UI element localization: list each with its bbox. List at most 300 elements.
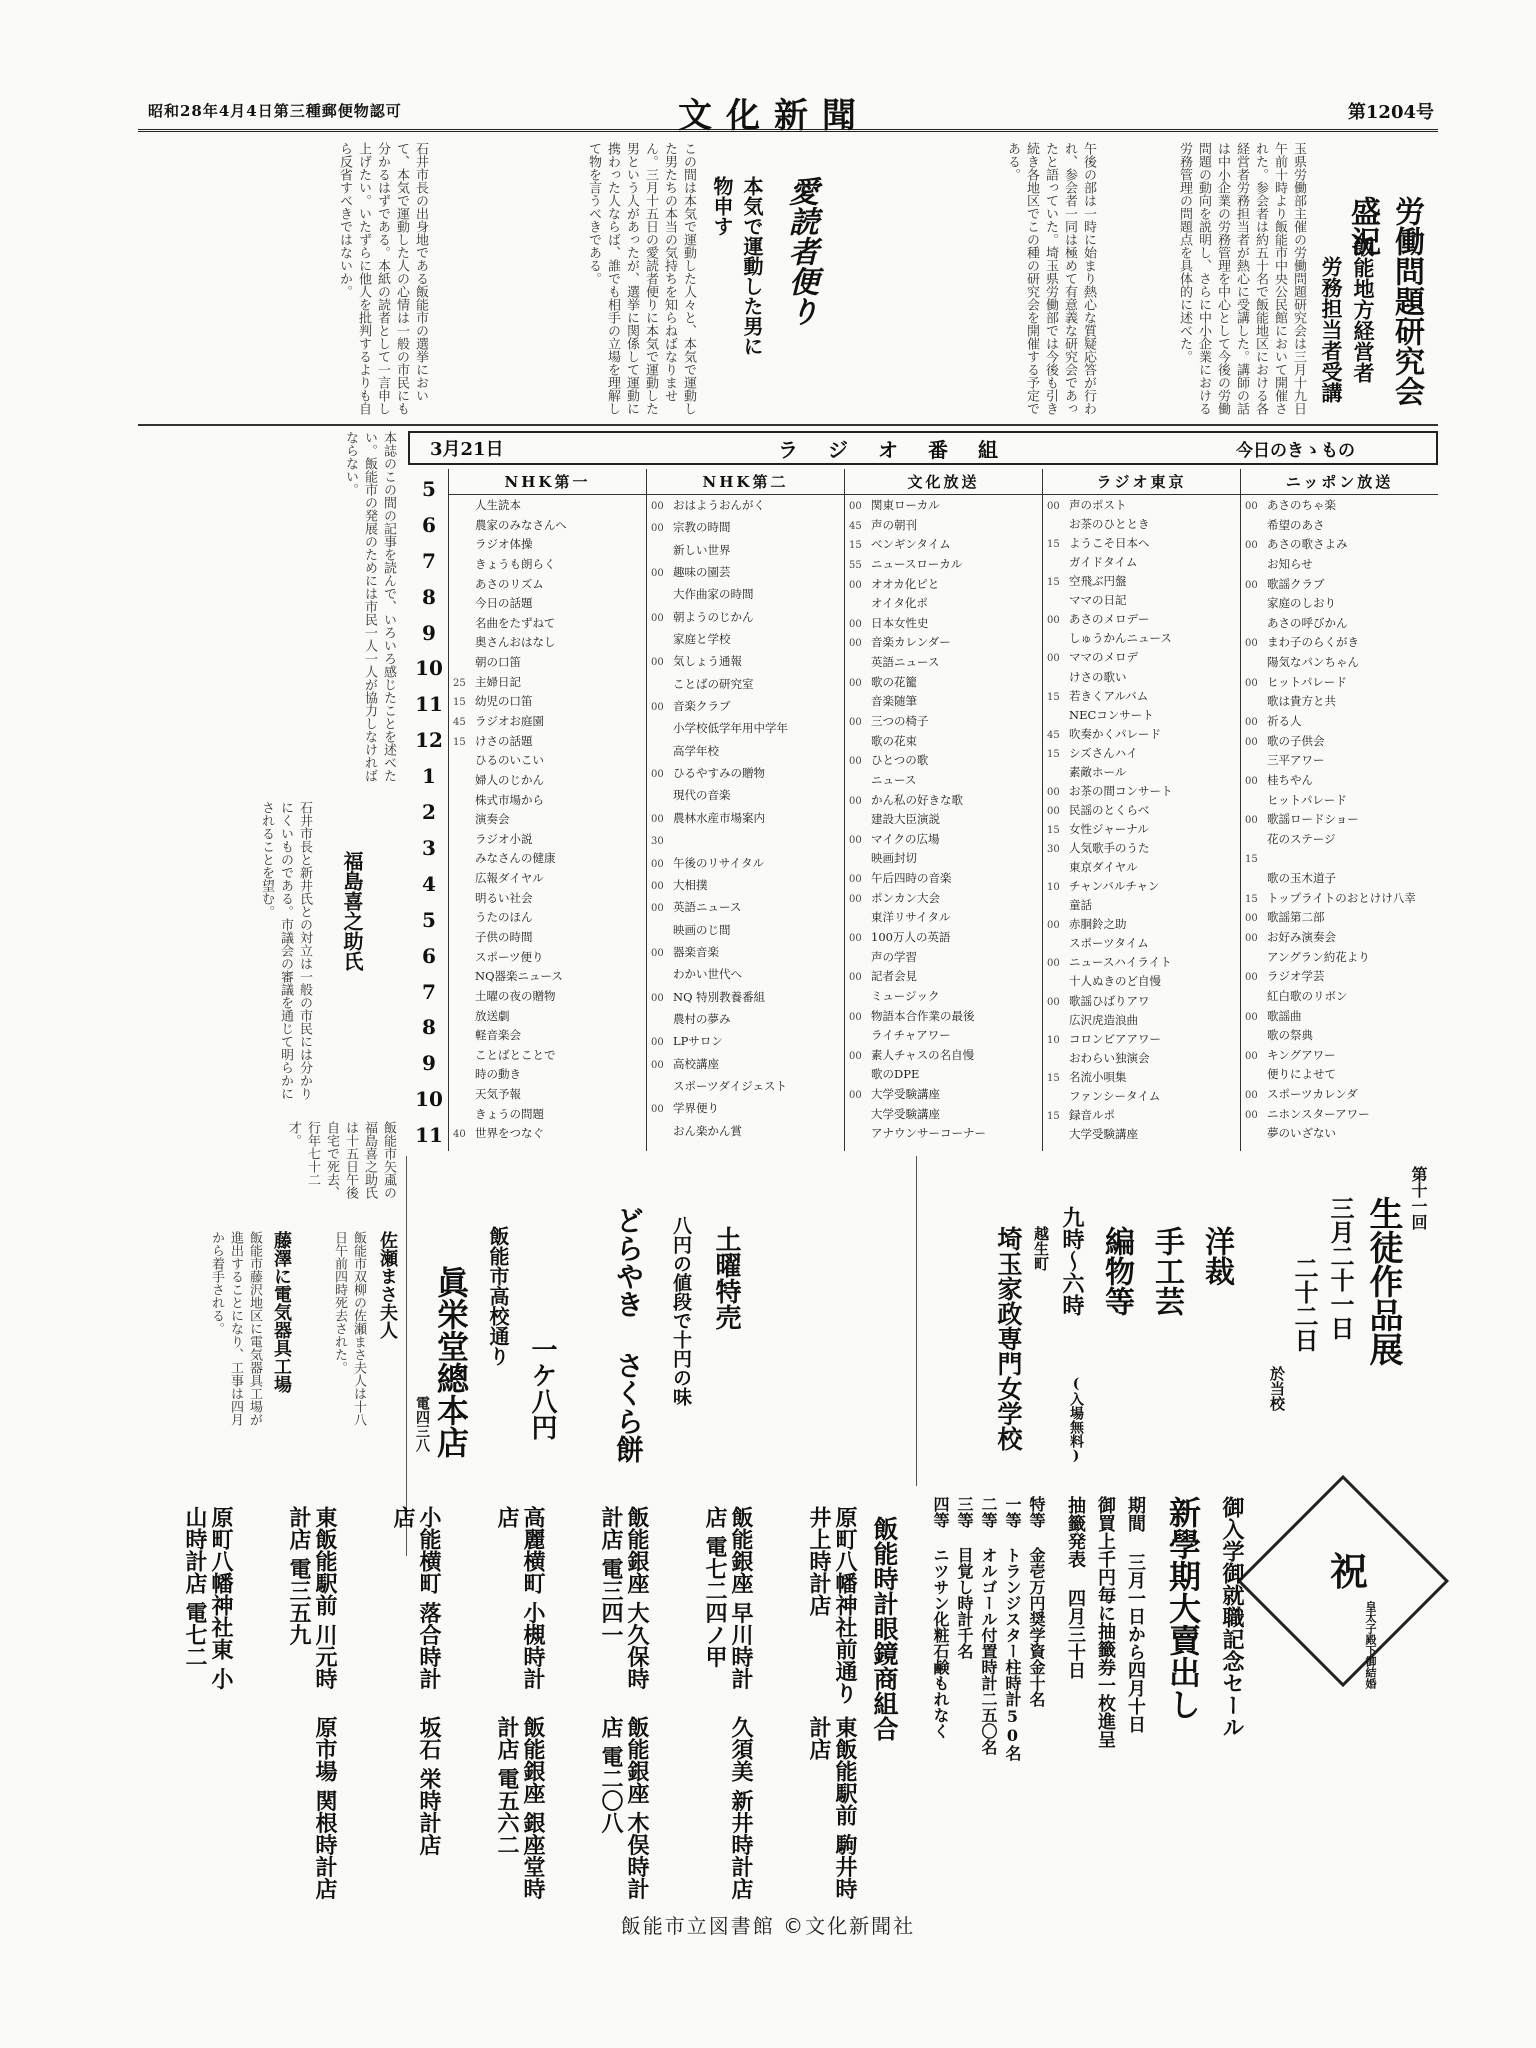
radio-program-title: 大学受験講座	[871, 1088, 940, 1102]
radio-program	[651, 834, 842, 848]
radio-program-title: 演奏会	[475, 813, 510, 827]
radio-program	[849, 1127, 1040, 1140]
radio-program-title: 名曲をたずねて	[475, 616, 556, 630]
radio-program-title: NQ器楽ニュース	[475, 970, 563, 984]
radio-program	[453, 538, 644, 551]
radio-program	[453, 794, 644, 807]
radio-program-title: ひるやすみの贈物	[673, 767, 765, 781]
radio-program-title: 軽音楽会	[475, 1029, 521, 1043]
radio-program-title: 素敵ホール	[1069, 765, 1127, 779]
radio-program	[849, 715, 1040, 729]
radio-program	[1245, 578, 1436, 592]
radio-program	[651, 1080, 842, 1093]
radio-program-minute: 00	[849, 717, 862, 728]
radio-program-title: マイクの広場	[871, 832, 940, 846]
radio-program	[849, 558, 1040, 572]
radio-hour-column	[408, 469, 448, 1151]
radio-program-title: お好み演奏会	[1267, 931, 1336, 944]
ad-divider	[406, 1156, 407, 1556]
radio-program-minute: 00	[1245, 1050, 1258, 1062]
column-body-2: 石井市長の出身地である飯能市の選挙において、本気で運動した人の心情は一般の市民にも分かるはずである。本紙の読者として一言申し上げたい。いたずらに他人を批判するよりも自ら反省すべきではないか。	[337, 142, 428, 415]
radio-program	[849, 951, 1040, 964]
radio-program-title: 声の学習	[871, 950, 917, 964]
radio-program	[1047, 937, 1238, 950]
radio-program-title: スポーツダイジェスト	[673, 1079, 787, 1093]
radio-program-title: 時の動き	[475, 1068, 521, 1082]
radio-program-minute: 00	[1047, 653, 1060, 665]
watch-shop: 東飯能駅前 川元時計店 電三五九	[286, 1506, 338, 1690]
radio-hour-6: 11	[415, 692, 443, 717]
radio-program-title: ラジオお庭園	[475, 715, 544, 728]
radio-program-title: 録音ルポ	[1069, 1108, 1115, 1122]
exhibit-round: 第十一回	[1409, 1166, 1428, 1230]
radio-program-minute: 00	[1245, 579, 1258, 591]
radio-program-title: 三平アワー	[1267, 754, 1325, 768]
radio-program	[651, 588, 842, 601]
radio-station-0	[448, 469, 646, 1151]
radio-program	[849, 833, 1040, 847]
radio-program-title: 三つの椅子	[871, 715, 929, 728]
radio-program	[453, 1029, 644, 1042]
radio-program-title: 歌の玉木道子	[1267, 872, 1336, 886]
radio-program-minute: 15	[1047, 577, 1060, 589]
radio-program	[1047, 1071, 1238, 1085]
radio-program	[651, 1125, 842, 1138]
newspaper-page	[138, 86, 1438, 1981]
radio-program-title: 桂ちやん	[1267, 773, 1313, 787]
radio-program	[453, 1068, 644, 1081]
radio-program	[849, 676, 1040, 690]
radio-program-minute: 00	[1047, 996, 1060, 1008]
labor-subhead-1: 飯能地方経営者	[1351, 236, 1376, 383]
radio-program-title: 世界をつなぐ	[475, 1127, 544, 1141]
watch-shop-list	[158, 1506, 858, 1926]
watch-shop: 原市場 関根時計店	[312, 1716, 338, 1900]
exhibit-item-1: 洋裁	[1199, 1226, 1234, 1286]
radio-program	[651, 722, 842, 735]
radio-program-title: あさのメロデー	[1069, 613, 1150, 627]
radio-program-minute: 00	[849, 756, 862, 768]
radio-program-title: 広沢虎造浪曲	[1069, 1013, 1138, 1027]
radio-program	[651, 1102, 842, 1116]
radio-program	[453, 911, 644, 924]
radio-program	[453, 813, 644, 826]
radio-program	[453, 774, 644, 787]
radio-program-title: ことばの研究室	[673, 677, 754, 691]
radio-program	[651, 924, 842, 937]
radio-program	[651, 1013, 842, 1026]
radio-program-title: 広報ダイヤル	[475, 872, 544, 886]
watch-shop: 原町八幡神社前通り 井上時計店	[806, 1506, 858, 1704]
radio-program-minute: 00	[849, 1050, 862, 1062]
radio-program-minute: 15	[1047, 1110, 1060, 1122]
sale2-head: 御入学御就職記念セール	[1219, 1496, 1245, 1738]
radio-program-minute: 15	[849, 540, 862, 552]
radio-program-minute: 00	[651, 947, 664, 959]
exhibit-time: 九時〜六時	[1059, 1206, 1085, 1316]
radio-program	[651, 566, 842, 580]
watch-shop: 坂石 栄時計店	[416, 1716, 442, 1856]
radio-program-title: 100万人の英語	[871, 931, 951, 944]
radio-program	[1245, 617, 1436, 630]
radio-program-minute: 00	[651, 903, 664, 915]
exhibit-free: (入場無料)	[1068, 1376, 1084, 1464]
radio-program	[1245, 1108, 1436, 1122]
radio-program-title: 午后四時の音楽	[871, 872, 952, 886]
radio-program-title: 歌謡第二部	[1267, 911, 1325, 925]
radio-program-title: あさの呼びかん	[1267, 616, 1348, 630]
radio-program-minute: 00	[1047, 958, 1060, 970]
radio-program-title: 祈る人	[1267, 715, 1302, 728]
radio-program	[1245, 735, 1436, 749]
radio-program-title: ヒットパレード	[1267, 793, 1347, 807]
radio-program	[849, 538, 1040, 552]
radio-program-title: 農家のみなさんへ	[475, 518, 567, 532]
radio-program-title: スポーツタイム	[1069, 937, 1149, 951]
exhibit-date-1: 三月二十一日	[1326, 1196, 1355, 1340]
radio-program-title: ママの日記	[1069, 594, 1127, 608]
radio-program-title: ニホンスターアワー	[1267, 1107, 1370, 1121]
radio-program	[849, 872, 1040, 886]
radio-program	[849, 892, 1040, 906]
radio-program	[651, 857, 842, 871]
radio-program-title: 音楽随筆	[871, 695, 917, 709]
radio-program	[1245, 695, 1436, 708]
radio-program-minute: 00	[1047, 615, 1060, 627]
radio-program	[1047, 518, 1238, 531]
radio-program	[1245, 813, 1436, 827]
radio-program-title: 希望のあさ	[1267, 518, 1325, 532]
radio-program-minute: 30	[1047, 844, 1060, 856]
radio-program	[1047, 1014, 1238, 1027]
radio-program-title: 物語本合作業の最後	[871, 1009, 975, 1023]
radio-program	[1047, 995, 1238, 1009]
labor-subhead-2: 労務担当者受講	[1319, 256, 1344, 403]
radio-program-minute: 00	[651, 769, 664, 781]
radio-program	[1047, 1128, 1238, 1141]
watch-shop: 飯能銀座 木俣時計店 電二〇八	[598, 1716, 650, 1900]
radio-program	[1047, 899, 1238, 912]
radio-program-title: 朝の口笛	[475, 656, 521, 670]
radio-program-title: お知らせ	[1267, 557, 1313, 571]
radio-program-minute: 00	[1245, 501, 1258, 512]
radio-program	[651, 789, 842, 802]
radio-program-title: うたのほん	[475, 911, 533, 925]
radio-program	[1047, 785, 1238, 799]
factory-headline: 藤澤に電気器具工場	[271, 1231, 292, 1393]
radio-program	[1245, 754, 1436, 767]
radio-program-minute: 45	[453, 717, 466, 728]
radio-program-title: スポーツ便り	[475, 950, 544, 964]
radio-program	[453, 931, 644, 944]
radio-program-title: チャンバルチャン	[1069, 880, 1160, 894]
exhibit-place: 於当校	[1268, 1366, 1286, 1411]
radio-program-title: 歌の祭典	[1267, 1029, 1313, 1043]
radio-program-minute: 15	[1047, 1072, 1060, 1084]
radio-program	[1047, 880, 1238, 894]
radio-program	[453, 754, 644, 767]
radio-program	[1245, 833, 1436, 846]
radio-program-minute: 55	[849, 559, 862, 571]
watch-shop: 東飯能駅前 駒井時計店	[806, 1716, 858, 1900]
radio-program-title: おん楽かん賞	[673, 1124, 742, 1138]
radio-program-minute: 00	[651, 813, 664, 825]
radio-program-title: 歌謡曲	[1267, 1009, 1302, 1023]
radio-program-title: ひるのいこい	[475, 754, 544, 768]
radio-program-minute: 00	[651, 568, 664, 580]
radio-program-title: 幼児の口笛	[475, 695, 533, 709]
radio-program	[849, 1088, 1040, 1102]
radio-program	[849, 735, 1040, 748]
radio-program	[651, 879, 842, 893]
radio-program-title: 記者会見	[871, 970, 917, 984]
exhibit-item-2: 手工芸	[1149, 1226, 1184, 1316]
watch-shop: 原町八幡神社東 小山時計店 電七二	[182, 1506, 234, 1690]
radio-program-title: ニュースローカル	[871, 557, 963, 571]
radio-program-title: 新しい世界	[673, 543, 731, 557]
obituary-body-sase: 飯能市双柳の佐瀬まさ夫人は十八日午前四時死去された。	[332, 1231, 366, 1426]
radio-program	[453, 1088, 644, 1101]
radio-program	[1047, 556, 1238, 569]
radio-program-minute: 00	[651, 702, 664, 714]
radio-hour-10: 3	[422, 835, 436, 860]
radio-program-title: LPサロン	[673, 1035, 723, 1049]
radio-program-minute: 00	[849, 579, 862, 591]
radio-program-minute: 15	[1047, 825, 1060, 836]
radio-program-minute: 00	[651, 1104, 664, 1116]
radio-program	[849, 578, 1040, 592]
radio-program-minute: 00	[1245, 913, 1258, 925]
school-name: 埼玉家政専門女学校	[994, 1226, 1023, 1451]
radio-program-minute: 00	[849, 834, 862, 846]
radio-program-title: 人生読本	[475, 499, 521, 512]
radio-program	[651, 946, 842, 960]
radio-program	[1245, 911, 1436, 925]
sale2-prize-5: 四等 ニツサン化粧石鹸もれなく	[931, 1496, 950, 1739]
radio-station-3	[1042, 469, 1240, 1151]
radio-program	[1047, 594, 1238, 607]
radio-program-minute: 00	[1047, 805, 1060, 817]
radio-program-minute: 00	[849, 893, 862, 905]
radio-hour-14: 7	[422, 979, 436, 1004]
radio-program	[651, 633, 842, 646]
radio-program-minute: 00	[651, 523, 664, 535]
radio-program-minute: 00	[1245, 1109, 1258, 1121]
radio-program-minute: 15	[1047, 539, 1060, 551]
radio-station-name: ラジオ東京	[1043, 469, 1240, 495]
radio-program-title: NECコンサート	[1069, 708, 1154, 722]
radio-program	[1047, 728, 1238, 742]
radio-program-minute: 00	[1245, 933, 1258, 944]
radio-program	[1047, 804, 1238, 818]
radio-program-title: 空飛ぶ円盤	[1069, 575, 1127, 589]
radio-date: 3月21日	[430, 439, 504, 460]
radio-program-title: ミュージック	[871, 989, 940, 1003]
radio-program-title: 現代の音楽	[673, 789, 731, 803]
radio-program	[1047, 709, 1238, 722]
column-title: 愛読者便り	[783, 176, 818, 326]
radio-program	[1245, 794, 1436, 807]
radio-program-title: 英語ニュース	[673, 901, 742, 915]
radio-program-title: 朝ようのじかん	[673, 610, 754, 624]
radio-program	[849, 754, 1040, 768]
radio-program-title: 大相撲	[673, 878, 708, 892]
radio-program-title: 声のポスト	[1069, 499, 1127, 512]
radio-program-title: 人気歌手のうた	[1069, 842, 1150, 856]
radio-program-title: 婦人のじかん	[475, 773, 544, 787]
radio-program-title: 若きくアルバム	[1069, 689, 1149, 703]
radio-station-name: NHK第二	[647, 469, 844, 495]
radio-program	[849, 990, 1040, 1003]
radio-program	[453, 735, 644, 749]
radio-program-title: 名流小唄集	[1069, 1070, 1127, 1084]
radio-program-title: ひとつの歌	[871, 754, 929, 768]
labor-article-body-2: 午後の部は一時に始まり熱心な質疑応答が行われ、参会者一同は極めて有意義な研究会であったと語っていた。埼玉県労働部では今後も引き続き各地区でこの種の研究会を開催する予定である。	[1005, 142, 1096, 415]
radio-program-title: けさの歌い	[1069, 670, 1127, 684]
sale2-period: 期間 三月一日から四月十日	[1125, 1496, 1146, 1733]
radio-program-title: 大学受験講座	[1069, 1127, 1138, 1141]
radio-program-title: 今日の話題	[475, 597, 533, 611]
radio-program	[849, 499, 1040, 513]
radio-program	[1245, 715, 1436, 729]
radio-program	[1245, 558, 1436, 571]
radio-hour-2: 7	[422, 548, 436, 573]
radio-hour-12: 5	[422, 907, 436, 932]
radio-program-title: ファンシータイム	[1069, 1089, 1161, 1103]
radio-program	[651, 812, 842, 826]
radio-program	[1047, 1033, 1238, 1047]
radio-program	[453, 1049, 644, 1062]
radio-program	[1047, 690, 1238, 704]
radio-program	[1245, 1127, 1436, 1140]
radio-program-title: かん私の好きな歌	[871, 793, 963, 807]
radio-program-title: オイタ化ポ	[871, 597, 928, 611]
radio-program	[651, 499, 842, 513]
radio-program	[453, 695, 644, 709]
radio-program-title: あさのリズム	[475, 577, 544, 591]
radio-program-minute: 45	[1047, 729, 1060, 741]
sale2-prize-3: 二等 オルゴール付置時計二五〇名	[979, 1496, 998, 1755]
radio-program	[1245, 774, 1436, 788]
watch-shop: 飯能銀座 大久保時計店 電三四一	[598, 1506, 650, 1690]
radio-program-title: 陽気なパンちゃん	[1267, 656, 1359, 670]
radio-program-title: きょうの問題	[475, 1107, 544, 1121]
radio-hour-16: 9	[422, 1051, 436, 1076]
radio-program	[1245, 951, 1436, 964]
radio-program-title: 器楽音楽	[673, 945, 719, 959]
radio-program-title: 天気予報	[475, 1088, 521, 1102]
radio-program-title: みなさんの健康	[475, 852, 556, 866]
column-body-1: この間は本気で運動した人々と、本気で運動した男たちの本当の気持ちを知らねばなりません。三月十五日の愛読者便りに本気で運動した男という人があったが、選挙に関係して運動に携わった人ならば、誰でも相手の立場を理解して物を言うべきである。	[586, 142, 696, 415]
radio-station-name: NHK第一	[449, 469, 646, 495]
radio-program-title: 放送劇	[475, 1009, 510, 1023]
radio-program-title: 建設大臣演説	[871, 813, 940, 827]
radio-program	[1245, 892, 1436, 906]
radio-program	[849, 1010, 1040, 1024]
watch-shop: 久須美 新井時計店	[728, 1716, 754, 1900]
radio-program-title: 気しょう通報	[673, 655, 742, 669]
radio-program	[651, 767, 842, 781]
radio-program-title: アングラン約花より	[1267, 950, 1370, 964]
obituary-name-fukushima: 福島喜之助氏	[340, 851, 364, 971]
radio-program-title: 歌の子供会	[1267, 734, 1325, 748]
radio-program-title: 歌謡クラブ	[1267, 577, 1325, 591]
radio-program-title: ようこそ日本へ	[1069, 537, 1150, 551]
radio-program	[1245, 1029, 1436, 1042]
radio-hour-4: 9	[422, 620, 436, 645]
radio-program-title: 童話	[1069, 899, 1092, 913]
radio-program	[849, 519, 1040, 533]
radio-program-minute: 00	[651, 1037, 664, 1049]
radio-program	[849, 794, 1040, 808]
radio-program	[453, 833, 644, 846]
sale2-prize-2: 一等 トランジスター柱時計50名	[1003, 1496, 1022, 1761]
shop-tel: 電四三八	[414, 1396, 430, 1452]
radio-program-title: お茶のひととき	[1069, 518, 1150, 532]
radio-program-title: 花のステージ	[1267, 832, 1336, 846]
shop-name: 眞栄堂總本店	[432, 1266, 470, 1458]
radio-program-title: ラジオ小説	[475, 832, 533, 846]
radio-program-title: 音楽カレンダー	[871, 636, 951, 650]
radio-program	[453, 990, 644, 1003]
radio-program	[1047, 537, 1238, 551]
obituary-body-fukushima: 飯能市矢颪の福島喜之助氏は十五日午後自宅で死去、行年七十二才。	[286, 1121, 396, 1199]
radio-program	[453, 715, 644, 729]
radio-program	[849, 774, 1040, 787]
radio-program	[1245, 656, 1436, 669]
radio-program-title: 学界便り	[673, 1102, 719, 1116]
radio-program-title: ラジオ学芸	[1267, 970, 1325, 984]
radio-program-title: 映画のじ間	[673, 923, 731, 937]
radio-station-1	[646, 469, 844, 1151]
radio-program	[849, 1108, 1040, 1121]
radio-program	[453, 892, 644, 905]
radio-program	[849, 852, 1040, 865]
radio-program	[1047, 861, 1238, 874]
radio-program-title: 素人チャスの名自慢	[871, 1048, 975, 1062]
radio-hour-1: 6	[422, 512, 436, 537]
radio-program-title: 関東ローカル	[871, 499, 940, 512]
radio-program-minute: 15	[453, 736, 466, 748]
radio-program-title: ニュース	[871, 773, 917, 787]
radio-program	[453, 597, 644, 610]
radio-program	[1047, 766, 1238, 779]
column-subhead-2: 物申す	[710, 176, 734, 236]
radio-program	[1047, 918, 1238, 932]
radio-program-title: NQ 特別教養番組	[673, 990, 766, 1004]
radio-program	[1245, 676, 1436, 690]
sale-price: 一ケ八円	[527, 1336, 557, 1440]
exhibit-title: 生徒作品展	[1363, 1196, 1403, 1366]
radio-schedule	[408, 431, 1438, 1151]
radio-hour-0: 5	[422, 477, 436, 501]
radio-program	[651, 700, 842, 714]
radio-program	[453, 1127, 644, 1141]
radio-program-title: ラジオ体操	[475, 538, 533, 552]
radio-station-4	[1240, 469, 1438, 1151]
radio-program	[849, 656, 1040, 669]
radio-hour-11: 4	[422, 871, 436, 896]
radio-program-title: 東京ダイヤル	[1069, 861, 1138, 875]
radio-program-title: 大学受験講座	[871, 1107, 940, 1121]
radio-program	[1047, 956, 1238, 970]
radio-program-title: おわらい独演会	[1069, 1051, 1150, 1065]
radio-program-minute: 00	[1245, 638, 1258, 650]
radio-hour-17: 10	[415, 1087, 443, 1112]
radio-stations	[448, 469, 1438, 1151]
radio-program-title: 歌のDPE	[871, 1068, 920, 1082]
radio-program-title: ポンカン大会	[871, 891, 940, 905]
